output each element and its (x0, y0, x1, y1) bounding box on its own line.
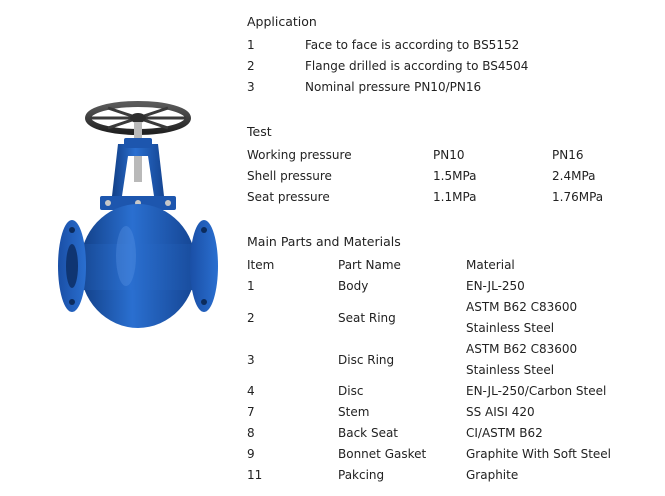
parts-name: Bonnet Gasket (338, 447, 427, 461)
parts-item: 7 (247, 405, 255, 419)
parts-item: 4 (247, 384, 255, 398)
parts-col-item: Item (247, 258, 275, 272)
parts-item: 9 (247, 447, 255, 461)
application-num: 2 (247, 59, 255, 73)
globe-valve-icon (28, 96, 224, 364)
parts-material: EN-JL-250/Carbon Steel (466, 384, 607, 398)
parts-material: CI/ASTM B62 (466, 426, 543, 440)
application-text: Nominal pressure PN10/PN16 (305, 80, 482, 94)
parts-col-material: Material (466, 258, 515, 272)
application-num: 3 (247, 80, 255, 94)
parts-heading: Main Parts and Materials (247, 234, 401, 249)
parts-item: 8 (247, 426, 255, 440)
test-row-pn10: 1.1MPa (433, 190, 477, 204)
test-row-label: Shell pressure (247, 169, 332, 183)
parts-material: Stainless Steel (466, 321, 555, 335)
parts-material: Graphite With Soft Steel (466, 447, 612, 461)
parts-name: Disc (338, 384, 364, 398)
test-row-label: Seat pressure (247, 190, 330, 204)
parts-material: EN-JL-250 (466, 279, 525, 293)
parts-material: SS AISI 420 (466, 405, 535, 419)
application-num: 1 (247, 38, 255, 52)
parts-name: Disc Ring (338, 353, 395, 367)
parts-name: Seat Ring (338, 311, 396, 325)
test-row-pn16: 1.76MPa (552, 190, 604, 204)
test-row-pn10: 1.5MPa (433, 169, 477, 183)
application-heading: Application (247, 14, 317, 29)
test-row-pn16: 2.4MPa (552, 169, 596, 183)
application-text: Flange drilled is according to BS4504 (305, 59, 529, 73)
parts-item: 2 (247, 311, 255, 325)
parts-col-name: Part Name (338, 258, 401, 272)
parts-material: Stainless Steel (466, 363, 555, 377)
test-header-pn10: PN10 (433, 148, 465, 162)
test-header-label: Working pressure (247, 148, 352, 162)
parts-item: 3 (247, 353, 255, 367)
test-heading: Test (247, 124, 272, 139)
application-text: Face to face is according to BS5152 (305, 38, 520, 52)
parts-item: 11 (247, 468, 263, 482)
parts-name: Pakcing (338, 468, 385, 482)
parts-name: Body (338, 279, 369, 293)
parts-material: ASTM B62 C83600 (466, 300, 578, 314)
test-header-pn16: PN16 (552, 148, 584, 162)
parts-name: Back Seat (338, 426, 399, 440)
parts-material: ASTM B62 C83600 (466, 342, 578, 356)
parts-name: Stem (338, 405, 370, 419)
parts-material: Graphite (466, 468, 519, 482)
parts-item: 1 (247, 279, 255, 293)
